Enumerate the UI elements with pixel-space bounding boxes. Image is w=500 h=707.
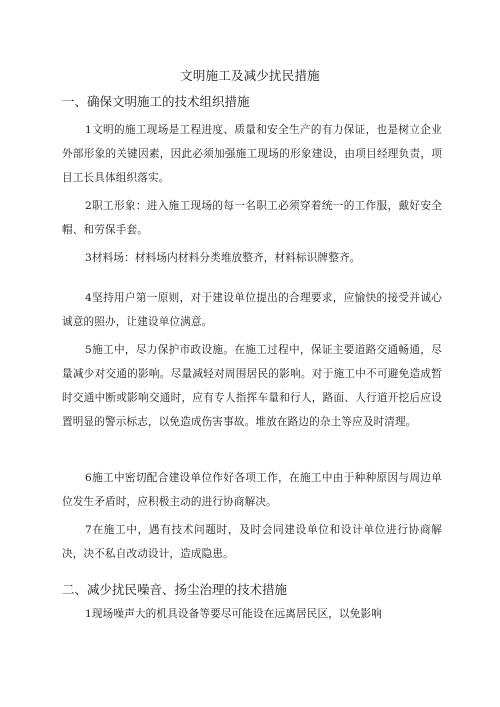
section-2-heading: 二、减少扰民噪音、扬尘治理的技术措施 xyxy=(62,582,288,597)
paragraph-4: 4坚持用户第一原则，对于建设单位提出的合理要求，应愉快的接受并诚心诚意的照办，让建设单位满意。 xyxy=(62,292,442,328)
paragraph-7: 7在施工中，遇有技术问题时，及时会同建设单位和设计单位进行协商解决，决不私自改动设计，造成隐患。 xyxy=(62,524,442,560)
document-title: 文明施工及减少扰民措施 xyxy=(180,68,320,83)
paragraph-8: 1现场噪声大的机具设备等要尽可能设在远离居民区，以免影响 xyxy=(85,608,382,620)
paragraph-6: 6施工中密切配合建设单位作好各项工作，在施工中由于种种原因与周边单位发生矛盾时，应积极主动的进行协商解决。 xyxy=(62,472,442,508)
paragraph-5: 5施工中，尽力保护市政设施。在施工过程中，保证主要道路交通畅通，尽量减少对交通的影响。尽量减轻对周围居民的影响。对于施工中不可避免造成暂时交通中断或影响交通时，应有专人指挥车量和行人，路面、人行道开挖后应设置明显的警示标志，以免造成伤害事故。堆放在路边的杂土等应及时清理。 xyxy=(62,344,442,428)
paragraph-1: 1文明的施工现场是工程进度、质量和安全生产的有力保证，也是树立企业外部形象的关键因素，因此必须加强施工现场的形象建设，由项目经理负责，项目工长具体组织落实。 xyxy=(62,124,442,184)
paragraph-3: 3材料场：材料场内材料分类堆放整齐，材料标识牌整齐。 xyxy=(85,252,361,264)
paragraph-2: 2职工形象：进入施工现场的每一名职工必须穿着统一的工作服，戴好安全帽、和劳保手套。 xyxy=(62,200,442,236)
section-1-heading: 一、确保文明施工的技术组织措施 xyxy=(62,94,250,109)
